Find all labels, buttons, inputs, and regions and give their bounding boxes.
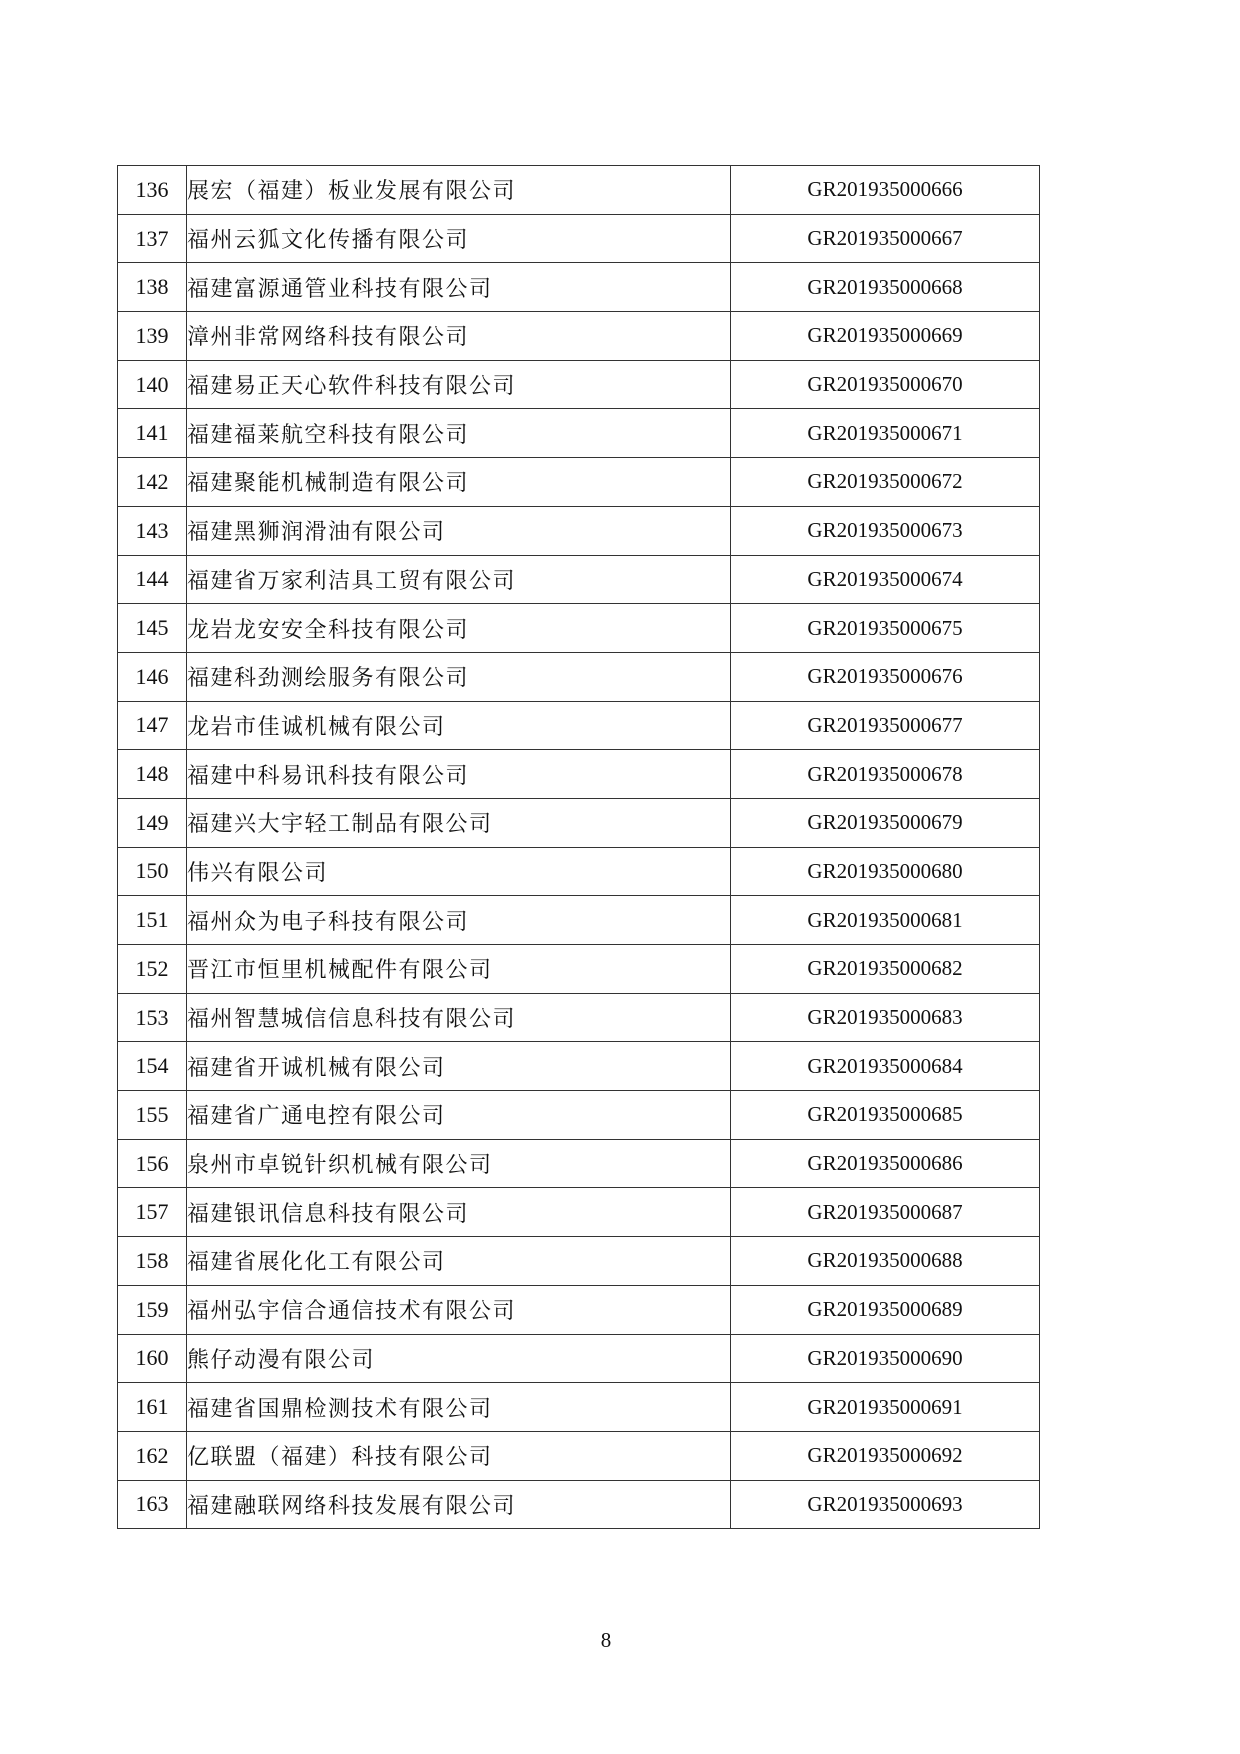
row-number: 138 [118,263,187,312]
table-row [118,506,1040,555]
certificate-number: GR201935000669 [731,312,1040,361]
company-name: 福建省万家利洁具工贸有限公司 [187,555,731,604]
certificate-number: GR201935000686 [731,1139,1040,1188]
company-name: 福建富源通管业科技有限公司 [187,263,731,312]
table-row [118,1091,1040,1140]
certificate-number: GR201935000692 [731,1431,1040,1480]
row-number: 147 [118,701,187,750]
row-number: 140 [118,360,187,409]
row-number: 157 [118,1188,187,1237]
company-name: 福建福莱航空科技有限公司 [187,409,731,458]
row-number: 145 [118,604,187,653]
certificate-number: GR201935000683 [731,993,1040,1042]
company-name: 福建省广通电控有限公司 [187,1091,731,1140]
row-number: 163 [118,1480,187,1529]
company-name: 福建兴大宇轻工制品有限公司 [187,798,731,847]
certificate-number: GR201935000687 [731,1188,1040,1237]
table-row [118,652,1040,701]
certificate-number: GR201935000667 [731,214,1040,263]
table-row [118,1334,1040,1383]
row-number: 158 [118,1237,187,1286]
certificate-number: GR201935000682 [731,945,1040,994]
certificate-number: GR201935000671 [731,409,1040,458]
certificate-number: GR201935000676 [731,652,1040,701]
table-row [118,896,1040,945]
company-name: 福建黑狮润滑油有限公司 [187,506,731,555]
company-name: 熊仔动漫有限公司 [187,1334,731,1383]
certificate-number: GR201935000673 [731,506,1040,555]
table-row [118,750,1040,799]
company-name: 伟兴有限公司 [187,847,731,896]
table-row [118,1042,1040,1091]
company-name: 龙岩市佳诚机械有限公司 [187,701,731,750]
certificate-number: GR201935000680 [731,847,1040,896]
table-row [118,214,1040,263]
table-row [118,798,1040,847]
certificate-number: GR201935000689 [731,1285,1040,1334]
certificate-number: GR201935000672 [731,458,1040,507]
company-name: 福建省开诚机械有限公司 [187,1042,731,1091]
table-row [118,409,1040,458]
certificate-number: GR201935000690 [731,1334,1040,1383]
certificate-number: GR201935000675 [731,604,1040,653]
table-row [118,1383,1040,1432]
table-row [118,847,1040,896]
row-number: 137 [118,214,187,263]
company-name: 福建科劲测绘服务有限公司 [187,652,731,701]
row-number: 159 [118,1285,187,1334]
company-name: 福建易正天心软件科技有限公司 [187,360,731,409]
row-number: 160 [118,1334,187,1383]
row-number: 149 [118,798,187,847]
table-row [118,945,1040,994]
certificate-number: GR201935000670 [731,360,1040,409]
company-name: 晋江市恒里机械配件有限公司 [187,945,731,994]
table-row [118,993,1040,1042]
row-number: 142 [118,458,187,507]
company-name: 福建融联网络科技发展有限公司 [187,1480,731,1529]
table-row [118,701,1040,750]
row-number: 148 [118,750,187,799]
company-name: 福建省国鼎检测技术有限公司 [187,1383,731,1432]
table-row [118,1431,1040,1480]
table-row [118,604,1040,653]
certificate-number: GR201935000679 [731,798,1040,847]
table-row [118,263,1040,312]
page-number: 8 [600,1628,612,1652]
company-name: 泉州市卓锐针织机械有限公司 [187,1139,731,1188]
company-name: 亿联盟（福建）科技有限公司 [187,1431,731,1480]
table-row [118,458,1040,507]
row-number: 162 [118,1431,187,1480]
certificate-number: GR201935000685 [731,1091,1040,1140]
certificate-number: GR201935000693 [731,1480,1040,1529]
table-row [118,1285,1040,1334]
row-number: 143 [118,506,187,555]
table-row [118,166,1040,215]
row-number: 154 [118,1042,187,1091]
certificate-number: GR201935000678 [731,750,1040,799]
company-name: 龙岩龙安安全科技有限公司 [187,604,731,653]
row-number: 151 [118,896,187,945]
certificate-number: GR201935000674 [731,555,1040,604]
company-name: 福州智慧城信信息科技有限公司 [187,993,731,1042]
certificate-number: GR201935000684 [731,1042,1040,1091]
certificate-number: GR201935000677 [731,701,1040,750]
row-number: 136 [118,166,187,215]
company-name: 展宏（福建）板业发展有限公司 [187,166,731,215]
certificate-number: GR201935000681 [731,896,1040,945]
certificate-number: GR201935000691 [731,1383,1040,1432]
company-name: 福建省展化化工有限公司 [187,1237,731,1286]
table-row [118,312,1040,361]
row-number: 144 [118,555,187,604]
company-table [117,165,1040,1529]
table-row [118,1188,1040,1237]
row-number: 153 [118,993,187,1042]
table-row [118,1480,1040,1529]
certificate-number: GR201935000668 [731,263,1040,312]
row-number: 156 [118,1139,187,1188]
row-number: 146 [118,652,187,701]
table-row [118,1139,1040,1188]
company-name: 福建银讯信息科技有限公司 [187,1188,731,1237]
company-name: 福州弘宇信合通信技术有限公司 [187,1285,731,1334]
certificate-number: GR201935000666 [731,166,1040,215]
certificate-number: GR201935000688 [731,1237,1040,1286]
company-name: 福建聚能机械制造有限公司 [187,458,731,507]
row-number: 155 [118,1091,187,1140]
row-number: 141 [118,409,187,458]
row-number: 161 [118,1383,187,1432]
company-name: 福建中科易讯科技有限公司 [187,750,731,799]
table-row [118,555,1040,604]
row-number: 150 [118,847,187,896]
company-name: 福州众为电子科技有限公司 [187,896,731,945]
company-name: 漳州非常网络科技有限公司 [187,312,731,361]
row-number: 139 [118,312,187,361]
row-number: 152 [118,945,187,994]
company-name: 福州云狐文化传播有限公司 [187,214,731,263]
company-table-body [118,166,1040,1529]
table-row [118,360,1040,409]
table-row [118,1237,1040,1286]
